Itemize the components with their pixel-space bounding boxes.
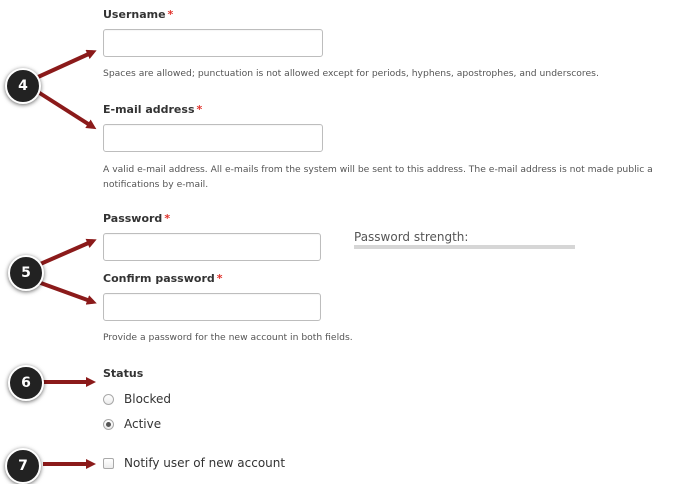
password-label xyxy=(103,212,170,225)
password-input[interactable] xyxy=(103,233,321,261)
confirm-password-label xyxy=(103,272,223,285)
active-label[interactable]: Active xyxy=(124,417,162,431)
password-strength-bar xyxy=(354,245,575,249)
confirm-password-input[interactable] xyxy=(103,293,321,321)
username-input[interactable] xyxy=(103,29,323,57)
radio-selected-dot xyxy=(106,422,111,427)
email-label xyxy=(103,103,202,116)
arrow-to-username xyxy=(38,52,93,77)
status-option-active[interactable] xyxy=(103,417,161,431)
username-description: Spaces are allowed; punctuation is not allowed except for periods, hyphens, apostrophes, and underscores. xyxy=(103,68,599,79)
blocked-label[interactable]: Blocked xyxy=(124,392,172,406)
email-label-text: E-mail address xyxy=(103,103,195,116)
required-marker: * xyxy=(167,8,174,21)
required-marker: * xyxy=(216,272,223,285)
callout-7: 7 xyxy=(5,448,41,484)
arrow-to-confirm-password xyxy=(38,282,93,302)
username-label xyxy=(103,8,173,21)
status-option-blocked[interactable] xyxy=(103,392,171,406)
callout-4: 4 xyxy=(5,68,41,104)
confirm-password-label-text: Confirm password xyxy=(103,272,215,285)
callout-6: 6 xyxy=(8,365,44,401)
email-description-line1: A valid e-mail address. All e-mails from the system will be sent to this address. The e-mail address is not made public a xyxy=(103,164,653,175)
email-description-line2: notifications by e-mail. xyxy=(103,179,209,190)
notify-label[interactable]: Notify user of new account xyxy=(124,456,286,470)
blocked-radio[interactable] xyxy=(103,394,114,405)
email-input[interactable] xyxy=(103,124,323,152)
arrow-to-email xyxy=(38,92,93,127)
status-label: Status xyxy=(103,367,144,380)
password-strength-label: Password strength: xyxy=(354,230,469,244)
notify-checkbox[interactable] xyxy=(103,458,114,469)
required-marker: * xyxy=(196,103,203,116)
arrow-to-password xyxy=(38,241,93,265)
notify-option[interactable] xyxy=(103,456,285,470)
username-label-text: Username xyxy=(103,8,166,21)
confirm-password-description: Provide a password for the new account in both fields. xyxy=(103,332,353,343)
active-radio[interactable] xyxy=(103,419,114,430)
required-marker: * xyxy=(164,212,171,225)
password-label-text: Password xyxy=(103,212,163,225)
callout-5: 5 xyxy=(8,255,44,291)
